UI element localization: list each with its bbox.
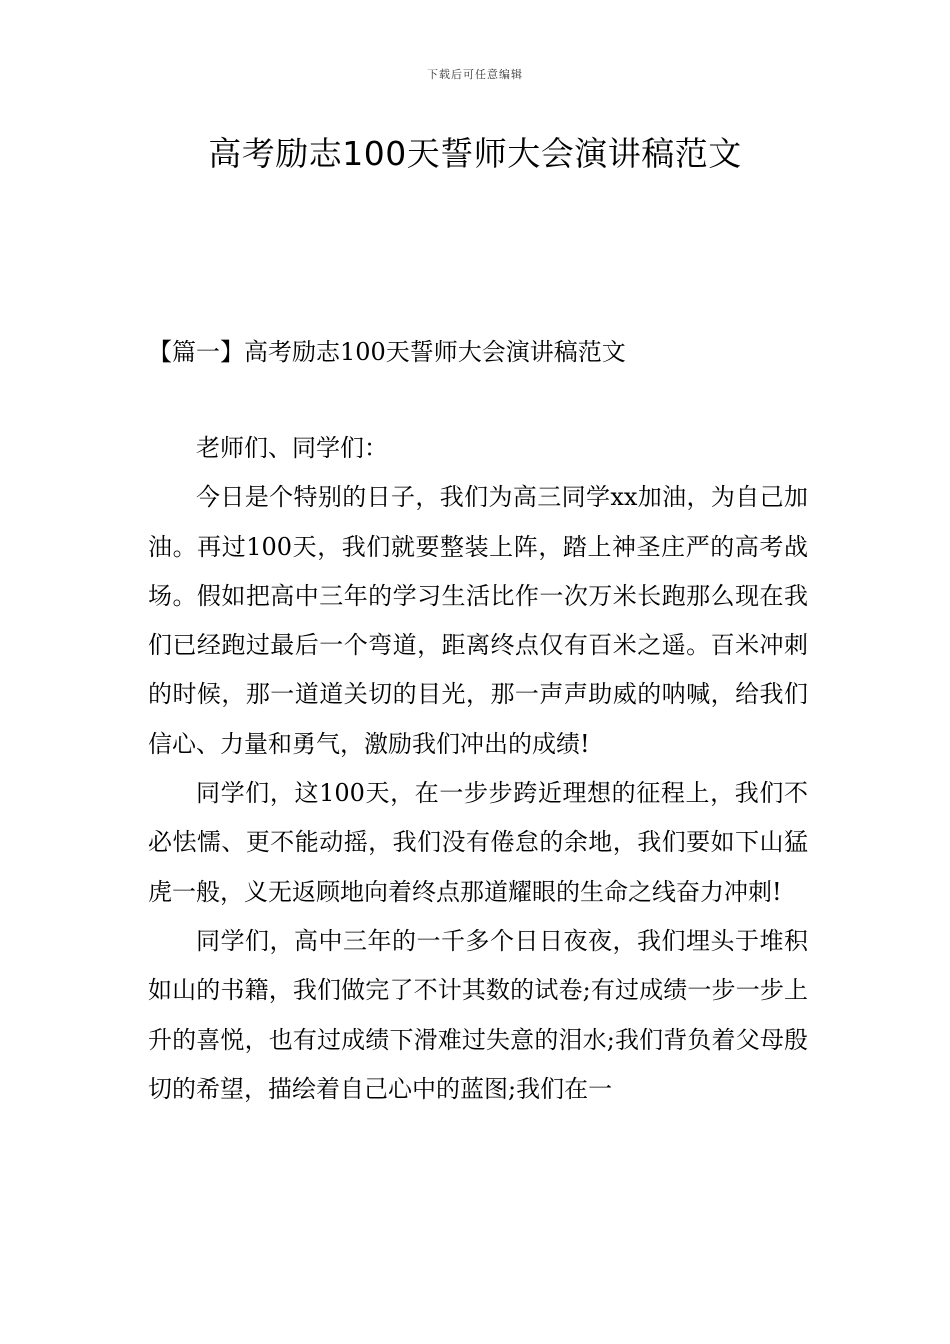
paragraph: 同学们，高中三年的一千多个日日夜夜，我们埋头于堆积如山的书籍，我们做完了不计其数的试卷;有过成绩一步一步上升的喜悦，也有过成绩下滑难过失意的泪水;我们背负着父母殷切的希望，描绘着自己心中的蓝图;我们在一: [148, 926, 808, 1103]
section-heading: 【篇一】高考励志100天誓师大会演讲稿范文: [148, 338, 626, 366]
header-note: 下载后可任意编辑: [427, 68, 523, 81]
paragraph-greeting: 老师们、同学们：: [196, 434, 388, 462]
document-title: 高考励志100天誓师大会演讲稿范文: [208, 134, 742, 173]
paragraph: 今日是个特别的日子，我们为高三同学xx加油，为自己加油。再过100天，我们就要整装上阵，踏上神圣庄严的高考战场。假如把高中三年的学习生活比作一次万米长跑那么现在我们已经跑过最后一个弯道，距离终点仅有百米之遥。百米冲刺的时候，那一道道关切的目光，那一声声助威的呐喊，给我们信心、力量和勇气，激励我们冲出的成绩!: [148, 483, 808, 758]
paragraph: 同学们，这100天，在一步步跨近理想的征程上，我们不必怯懦、更不能动摇，我们没有倦怠的余地，我们要如下山猛虎一般，义无返顾地向着终点那道耀眼的生命之线奋力冲刺!: [148, 779, 808, 906]
body-text: [148, 424, 808, 1114]
